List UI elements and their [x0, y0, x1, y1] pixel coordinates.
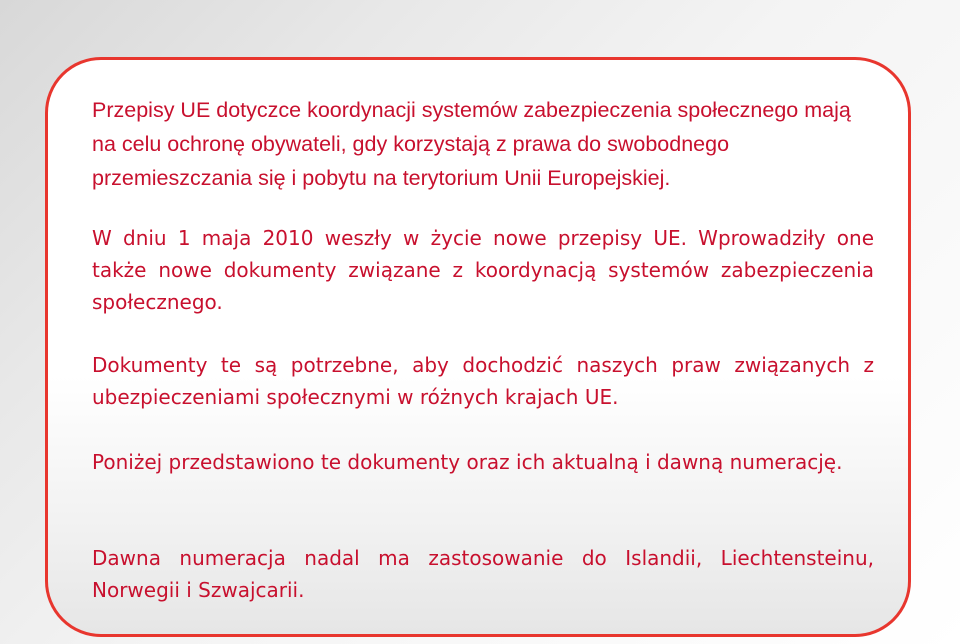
paragraph-documents-purpose: Dokumenty te są potrzebne, aby dochodzić naszych praw związanych z ubezpieczeniami społecznymi w różnych krajach UE. — [92, 353, 874, 409]
paragraph-old-numbering-countries: Dawna numeracja nadal ma zastosowanie do Islandii, Liechtensteinu, Norwegii i Szwajcarii. — [92, 546, 874, 602]
paragraph-eu-regulations: Przepisy UE dotyczce koordynacji systemów zabezpieczenia społecznego mają na celu ochronę obywateli, gdy korzystają z prawa do swobodnego przemieszczania się i pobytu na terytorium Unii Europejskiej. — [92, 98, 851, 190]
paragraph-numbering-intro: Poniżej przedstawiono te dokumenty oraz ich aktualną i dawną numerację. — [92, 450, 843, 474]
paragraph-new-rules-2010: W dniu 1 maja 2010 weszły w życie nowe przepisy UE. Wprowadziły one także nowe dokumenty związane z koordynacją systemów zabezpieczenia społecznego. — [92, 226, 874, 314]
